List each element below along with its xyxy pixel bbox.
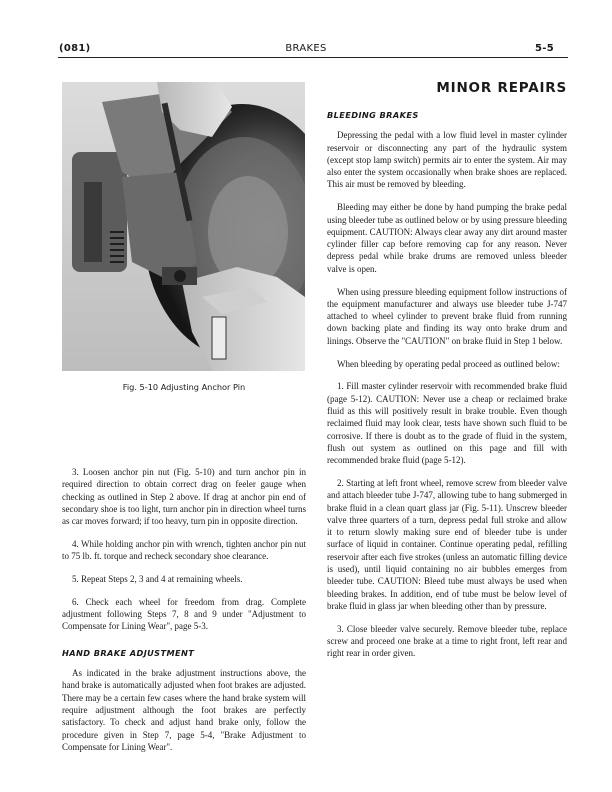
right-column [327,109,567,670]
pressure-bleeding-paragraph: When using pressure bleeding equipment follow instructions of the equipment manufacturer and always use bleeder tube J-747 attached to wheel cylinder to prevent brake fluid from running down backing plate and finding its way onto brake drum and linings. Observe the "CAUTION" on brake fluid in Step 1 below. [327,286,567,346]
left-column [62,466,306,764]
bleeding-intro-paragraph: Depressing the pedal with a low fluid level in master cylinder reservoir or disconnecting any part of the hydraulic system (except stop lamp switch) permits air to enter the system. Air may also enter the system occasionally when brake shoes are replaced. This air must be removed by bleeding. [327,130,567,190]
page-reference: (081) [59,43,91,54]
bleed-step-3: 3. Close bleeder valve securely. Remove bleeder tube, replace screw and proceed one brake at a time to right front, left rear and right rear in order given. [327,623,567,659]
pedal-bleeding-intro: When bleeding by operating pedal proceed as outlined below: [337,358,560,369]
bleed-step-1: 1. Fill master cylinder reservoir with recommended brake fluid (page 5-12). CAUTION: Never use a cheap or reclaimed brake fluid as this will positively result in brake trouble. Even though reclaimed fluid may look clear, tests have shown such fluid to be corrosive. If there is doubt as to the grade of fluid in the system, flush out system as outlined on this page and fill with recommended brake fluid (page 5-12). [327,381,567,466]
figure-caption: Fig. 5-10 Adjusting Anchor Pin [122,382,246,392]
figure-photo-adjusting-anchor-pin [62,82,305,371]
step-4-paragraph: 4. While holding anchor pin with wrench, tighten anchor pin nut to 75 lb. ft. torque and recheck secondary shoe clearance. [62,538,306,562]
step-5-paragraph: 5. Repeat Steps 2, 3 and 4 at remaining wheels. [72,574,243,585]
bleeding-brakes-heading: BLEEDING BRAKES [327,110,419,120]
minor-repairs-title: MINOR REPAIRS [436,80,567,96]
page-number: 5-5 [535,43,554,54]
section-title: BRAKES [285,43,327,54]
header-rule [58,57,568,58]
bleed-step-2: 2. Starting at left front wheel, remove screw from bleeder valve and attach bleeder tube J-747, allowing tube to hang submerged in brake fluid in a clean quart glass jar (Fig. 5-11). Unscrew bleeder valve three quarters of a turn, depress pedal full stroke and allow it to return slowly making sure end of bleeder tube is under surface of liquid in container. Continue operating pedal, refilling reservoir after each five strokes (unless an automatic filling device is used), until liquid containing no air bubbles emerges from bleeder tube. CAUTION: Bleed tube must always be used when bleeding brakes. In addition, end of tube must be below level of brake fluid in glass jar when bleeding other than by pressure. [327,477,567,611]
hand-brake-paragraph: As indicated in the brake adjustment instructions above, the hand brake is automatically adjusted when foot brakes are adjusted. There may be a certain few cases where the hand brake system will require adjustment although the foot brakes are perfectly satisfactory. To check and adjust hand brake only, follow the procedure given in Step 7, page 5-4, "Brake Adjustment to Compensate for Lining Wear". [62,668,306,752]
hand-brake-heading: HAND BRAKE ADJUSTMENT [62,647,195,658]
step-3-paragraph: 3. Loosen anchor pin nut (Fig. 5-10) and turn anchor pin in required direction to obtain correct drag on feeler gauge when checking as outlined in Step 2 above. If drag at anchor pin end of secondary shoe is too light, turn anchor pin in direction wheel turns as car moves forward; if too heavy, turn pin in opposite direction. [62,467,306,527]
bleeding-methods-paragraph: Bleeding may either be done by hand pumping the brake pedal using bleeder tube as outlined below or by using pressure bleeding equipment. CAUTION: Always clear away any dirt around master cylinder filler cap before removing cap for any reason. Never depress pedal while brake drums are removed unless bleeder valve is open. [327,202,567,274]
step-6-paragraph: 6. Check each wheel for freedom from drag. Complete adjustment following Steps 7, 8 and 9 under "Adjustment to Compensate for Lining Wear", page 5-3. [62,596,306,632]
